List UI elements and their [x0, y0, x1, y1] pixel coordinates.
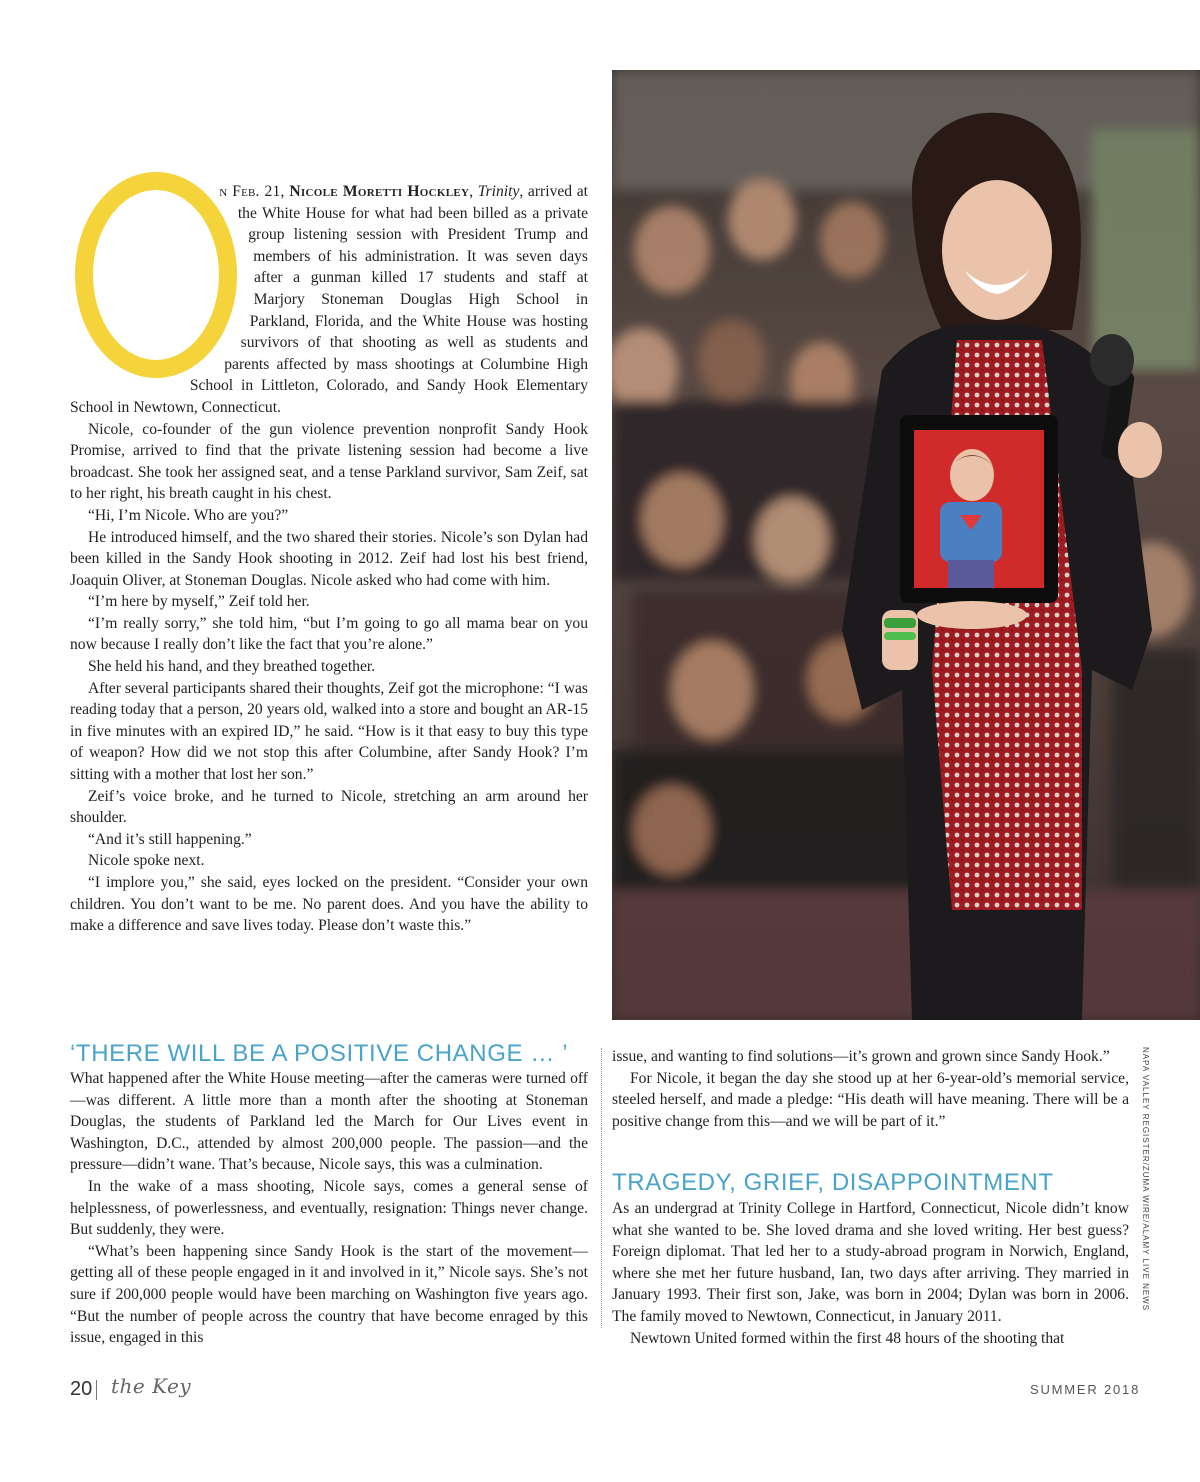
paragraph: As an undergrad at Trinity College in Hartford, Connecticut, Nicole didn’t know what she wanted to be. She loved drama and she loved writing. Her best guess? Foreign diplomat. That led her to a study-abroad program in Norwich, England, where she met her future husband, Ian, two days after arriving. They married in January 1993. Their first son, Jake, was born in 2004; Dylan was born in 2006. The family moved to Newtown, Connecticut, in January 2011. — [612, 1200, 1129, 1325]
section-heading-tragedy: TRAGEDY, GRIEF, DISAPPOINTMENT — [612, 1169, 1054, 1196]
paragraph: He introduced himself, and the two shared their stories. Nicole’s son Dylan had been killed in the Sandy Hook shooting in 2012. Zeif had lost his best friend, Joaquin Oliver, at Stoneman Douglas. Nicole asked who had come with him. — [70, 528, 588, 589]
magazine-logo: the Key — [111, 1374, 192, 1398]
article-section-tragedy — [612, 1198, 1129, 1349]
photo-credit: NAPA VALLEY REGISTER/ZUMA WIRE/ALAMY LIVE NEWS — [1141, 1047, 1150, 1312]
section-heading-positive-change: ‘THERE WILL BE A POSITIVE CHANGE … ’ — [70, 1040, 569, 1067]
paragraph: “I’m really sorry,” she told him, “but I’m going to go all mama bear on you now because I really don’t like the fact that you’re alone.” — [70, 614, 588, 654]
issue-label: SUMMER 2018 — [1030, 1382, 1141, 1397]
lede-school: Trinity — [477, 183, 520, 200]
paragraph: What happened after the White House meeting—after the cameras were turned off—was different. A little more than a month after the shooting at Stoneman Douglas, the students of Parkland led the March for Our Lives event in Washington, D.C., attended by almost 200,000 people. The passion—and the pressure—didn’t wane. That’s because, Nicole says, this was a culmination. — [70, 1070, 588, 1174]
paragraph: “I’m here by myself,” Zeif told her. — [88, 593, 310, 611]
lede-opening: n Feb. 21, — [219, 183, 290, 200]
feature-photo — [612, 70, 1200, 1020]
footer-separator — [96, 1380, 97, 1400]
paragraph: Zeif’s voice broke, and he turned to Nicole, stretching an arm around her shoulder. — [70, 787, 588, 827]
lede-comma: , — [469, 183, 478, 200]
article-opening — [70, 181, 588, 937]
column-divider — [601, 1048, 602, 1128]
lede-text: , arrived at the White House for what had been billed as a private group listening session with President Trump and members of his administration. It was seven days after a gunman killed 17 students and staff at Marjory Stoneman Douglas High School in Parkland, Florida, and the White House was hosting survivors of that shooting as well as students and parents affected by mass shootings at Columbine High School in Littleton, Colorado, and Sandy Hook Elementary School in Newtown, Connecticut. — [70, 183, 588, 416]
paragraph: Newtown United formed within the first 48 hours of the shooting that — [630, 1329, 1065, 1347]
paragraph: She held his hand, and they breathed together. — [88, 658, 376, 676]
article-right-column — [612, 1046, 1129, 1132]
paragraph: Nicole spoke next. — [88, 852, 205, 870]
paragraph: In the wake of a mass shooting, Nicole says, comes a general sense of helplessness, of powerlessness, and eventually, resignation: Things never change. But suddenly, they were. — [70, 1177, 588, 1239]
article-section-positive-change — [70, 1068, 588, 1349]
paragraph: After several participants shared their thoughts, Zeif got the microphone: “I was reading today that a person, 20 years old, walked into a store and bought an AR-15 in five minutes with an expired ID,” he said. “How is it that easy to buy this type of weapon? How did we not stop this after Columbine, after Sandy Hook? I’m sitting with a mother that lost her son.” — [70, 679, 588, 784]
paragraph: Nicole, co-founder of the gun violence prevention nonprofit Sandy Hook Promise, arrived to find that the private listening session had become a live broadcast. She took her assigned seat, and a tense Parkland survivor, Sam Zeif, sat to her right, his breath caught in his chest. — [70, 420, 588, 503]
paragraph: “What’s been happening since Sandy Hook is the start of the movement—getting all of these people engaged in it and involved in it,” Nicole says. She’s not sure if 200,000 people would have been marching on Washington five years ago. “But the number of people across the country that have become enraged by this issue, engaged in this — [70, 1242, 588, 1347]
page-number: 20 — [70, 1378, 93, 1400]
paragraph: “Hi, I’m Nicole. Who are you?” — [88, 506, 289, 524]
paragraph: For Nicole, it began the day she stood up at her 6-year-old’s memorial service, steeled herself, and made a pledge: “His death will have meaning. There will be a positive change from this—and we will be part of it.” — [612, 1069, 1129, 1130]
column-divider — [601, 1128, 602, 1328]
paragraph: “And it’s still happening.” — [88, 830, 252, 848]
paragraph: issue, and wanting to find solutions—it’s grown and grown since Sandy Hook.” — [612, 1048, 1110, 1065]
paragraph: “I implore you,” she said, eyes locked on the president. “Consider your own children. You don’t want to be me. No parent does. And you have the ability to make a difference and save lives today. Please don’t waste this.” — [70, 874, 588, 935]
lede-name: Nicole Moretti Hockley — [289, 183, 470, 200]
drop-cap-o-icon — [72, 170, 240, 380]
